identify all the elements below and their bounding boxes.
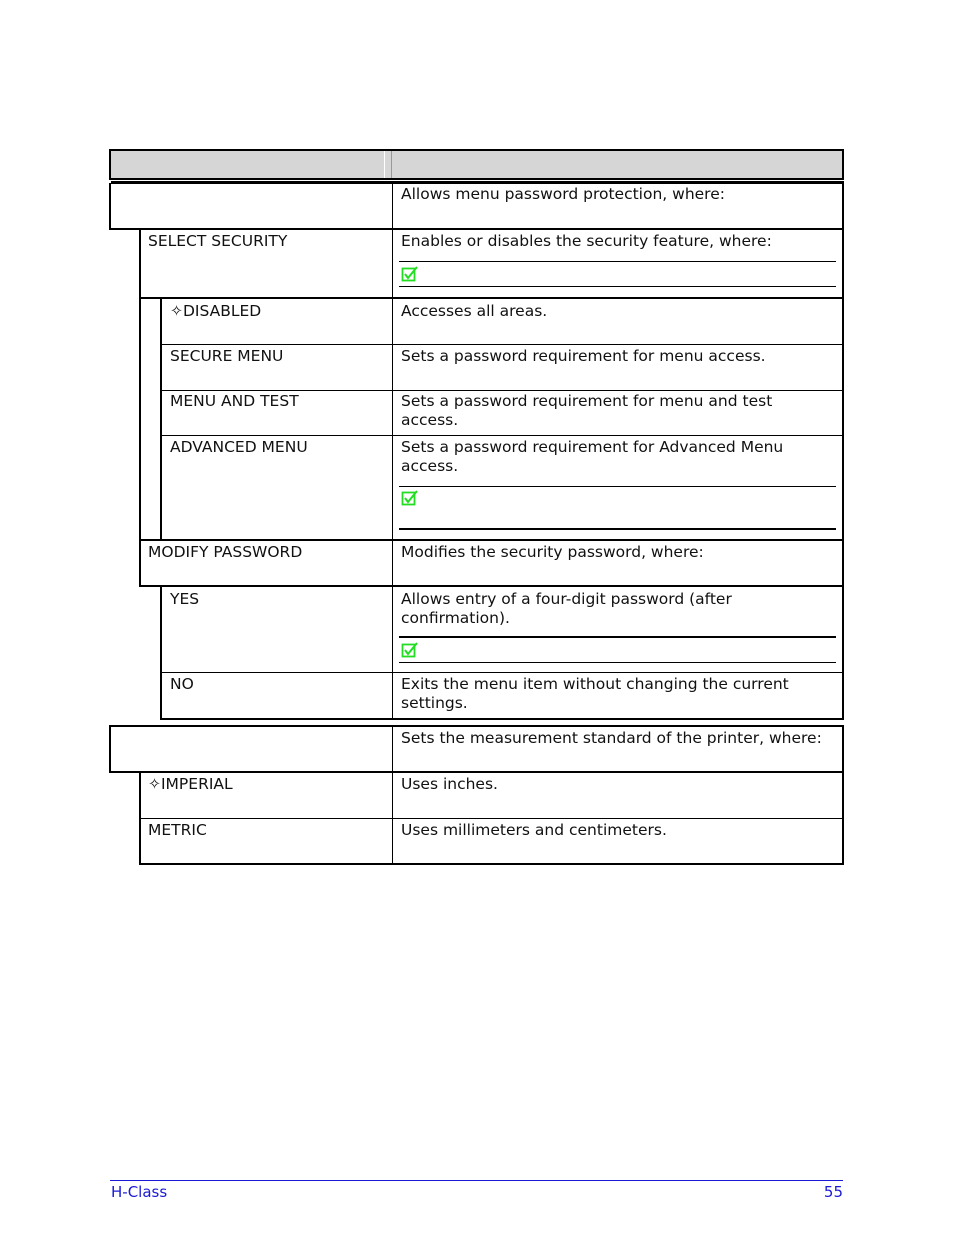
footer-product-name: H-Class [111,1183,168,1201]
desc-disabled: Accesses all areas. [401,302,548,320]
desc-select-security: Enables or disables the security feature, where: [401,232,772,250]
item-advanced-menu: ADVANCED MENU [170,438,308,456]
item-secure-menu: SECURE MENU [170,347,284,365]
checkbox-note-icon [401,489,419,507]
footer-rule [110,1180,843,1181]
item-modify-password: MODIFY PASSWORD [148,543,303,561]
desc-units: Sets the measurement standard of the printer, where: [401,729,822,747]
desc-metric: Uses millimeters and centimeters. [401,821,667,839]
footer-page-number: 55 [823,1183,843,1201]
desc-modify-password: Modifies the security password, where: [401,543,704,561]
item-menu-and-test: MENU AND TEST [170,392,299,410]
item-metric: METRIC [148,821,207,839]
desc-no: Exits the menu item without changing the current settings. [401,675,789,712]
desc-security: Allows menu password protection, where: [401,185,725,203]
desc-yes: Allows entry of a four-digit password (after confirmation). [401,590,732,627]
desc-imperial: Uses inches. [401,775,498,793]
checkbox-note-icon [401,641,419,659]
item-disabled: ✧DISABLED [170,302,262,320]
header-divider [391,151,392,178]
desc-advanced-menu: Sets a password requirement for Advanced Menu access. [401,438,784,475]
table-header-row [109,149,844,180]
item-no: NO [170,675,194,693]
checkbox-note-icon [401,265,419,283]
item-select-security: SELECT SECURITY [148,232,288,250]
desc-secure-menu: Sets a password requirement for menu access. [401,347,766,365]
item-yes: YES [170,590,200,608]
item-imperial: ✧IMPERIAL [148,775,233,793]
desc-menu-and-test: Sets a password requirement for menu and test access. [401,392,773,429]
